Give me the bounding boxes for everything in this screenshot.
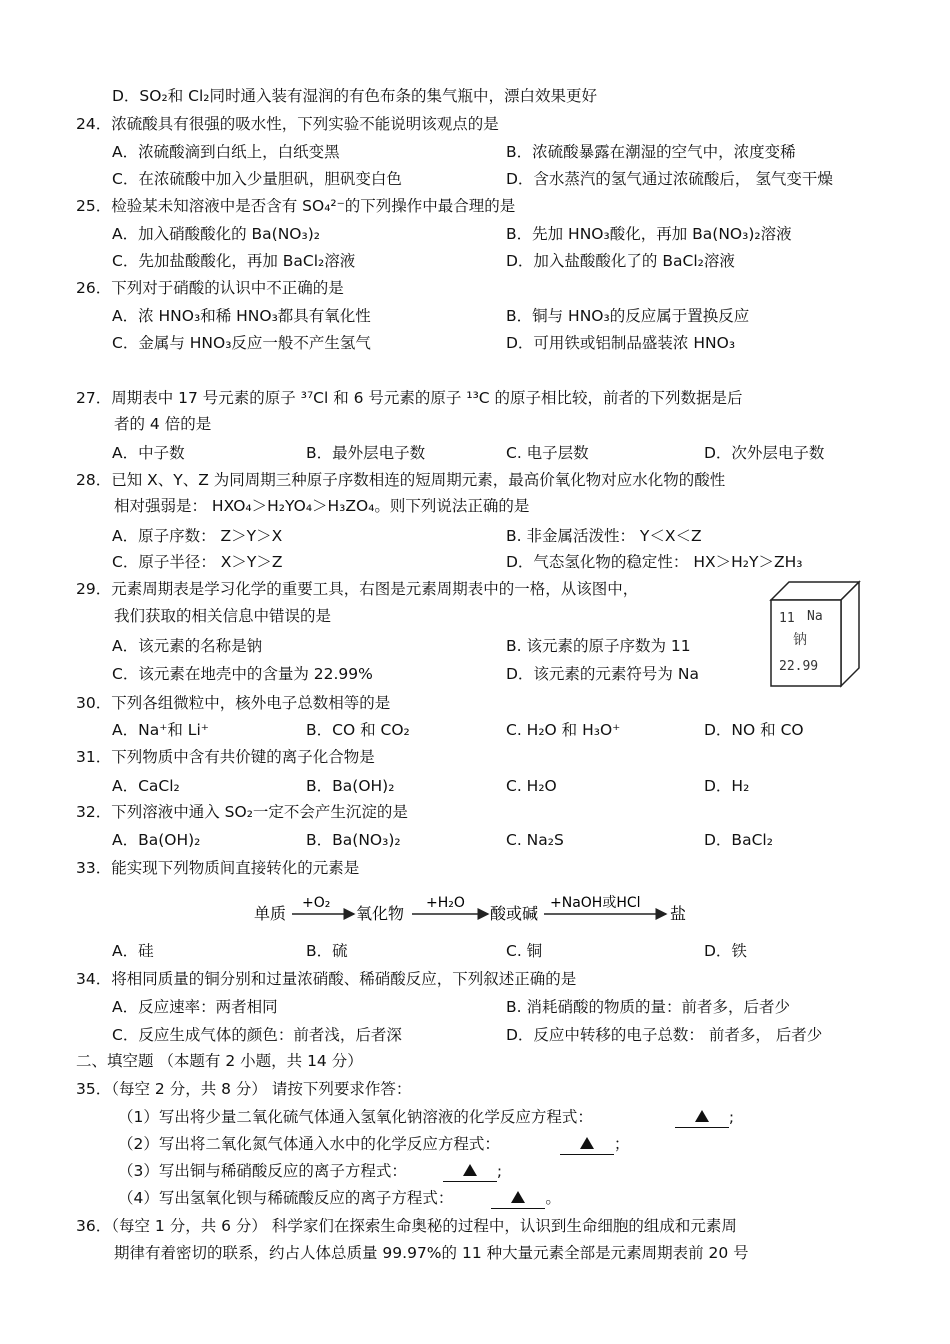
- q25-option-b: B．先加 HNO₃酸化，再加 Ba(NO₃)₂溶液: [506, 225, 792, 243]
- q28-stem: 28．已知 X、Y、Z 为同周期三种原子序数相连的短周期元素，最高价氧化物对应水化物的酸性: [76, 471, 726, 489]
- q35-part1-blank[interactable]: [675, 1107, 729, 1128]
- q35-part2: [118, 1134, 629, 1155]
- section-fill-in-heading: 二、填空题 （本题有 2 小题，共 14 分）: [76, 1052, 363, 1070]
- q35-part2-semicolon: ；: [613, 1135, 630, 1153]
- q33-stem: 33．能实现下列物质间直接转化的元素是: [76, 859, 360, 877]
- element-name: 钠: [793, 632, 807, 648]
- q36-stem-cont: 期律有着密切的联系，约占人体总质量 99.97%的 11 种大量元素全部是元素周期表前 20 号: [114, 1244, 749, 1262]
- q31-option-a: A．CaCl₂: [112, 777, 180, 795]
- q36-stem: 36．（每空 1 分，共 6 分） 科学家们在探索生命奥秘的过程中，认识到生命细胞的组成和元素周: [76, 1217, 737, 1235]
- q27-option-a: A．中子数: [112, 444, 185, 462]
- q34-stem: 34．将相同质量的铜分别和过量浓硝酸、稀硝酸反应，下列叙述正确的是: [76, 970, 577, 988]
- q31-stem: 31．下列物质中含有共价键的离子化合物是: [76, 748, 375, 766]
- q27-stem-cont: 者的 4 倍的是: [114, 415, 212, 433]
- q30-option-c: C. H₂O 和 H₃O⁺: [506, 721, 621, 739]
- chain-oxide: 氧化物: [356, 904, 405, 923]
- q34-option-b: B. 消耗硝酸的物质的量：前者多，后者少: [506, 998, 790, 1016]
- q27-stem: 27．周期表中 17 号元素的原子 ³⁷Cl 和 6 号元素的原子 ¹³C 的原子相比较，前者的下列数据是后: [76, 389, 743, 407]
- q29-stem: 29．元素周期表是学习化学的重要工具，右图是元素周期表中的一格，从该图中，: [76, 580, 639, 598]
- q25-option-c: C．先加盐酸酸化，再加 BaCl₂溶液: [112, 252, 356, 270]
- q35-part3: [118, 1161, 502, 1182]
- triangle-marker-icon: [511, 1191, 525, 1203]
- q34-option-a: A．反应速率：两者相同: [112, 998, 278, 1016]
- q31-option-c: C. H₂O: [506, 777, 557, 795]
- q27-option-b: B．最外层电子数: [306, 444, 426, 462]
- q26-option-d: D．可用铁或铝制品盛装浓 HNO₃: [506, 334, 736, 352]
- q33-option-d: D．铁: [704, 942, 747, 960]
- q29-option-b: B. 该元素的原子序数为 11: [506, 637, 691, 655]
- q26-option-c: C．金属与 HNO₃反应一般不产生氢气: [112, 334, 371, 352]
- q35-part2-text: （2）写出将二氧化氮气体通入水中的化学反应方程式：: [118, 1135, 500, 1153]
- q35-part4-blank[interactable]: [491, 1188, 545, 1209]
- q30-option-a: A．Na⁺和 Li⁺: [112, 721, 209, 739]
- q24-stem: 24．浓硫酸具有很强的吸水性，下列实验不能说明该观点的是: [76, 115, 499, 133]
- q28-option-d: D．气态氢化物的稳定性： HX＞H₂Y＞ZH₃: [506, 553, 803, 571]
- q26-stem: 26．下列对于硝酸的认识中不正确的是: [76, 279, 344, 297]
- q25-option-d: D．加入盐酸酸化了的 BaCl₂溶液: [506, 252, 735, 270]
- q33-option-b: B．硫: [306, 942, 348, 960]
- chain-arrow-naoh-hcl: +NaOH或HCl: [550, 895, 641, 911]
- q24-option-d: D．含水蒸汽的氢气通过浓硫酸后， 氢气变干燥: [506, 170, 833, 188]
- q29-option-a: A．该元素的名称是钠: [112, 637, 263, 655]
- q30-stem: 30．下列各组微粒中，核外电子总数相等的是: [76, 694, 391, 712]
- q30-option-d: D．NO 和 CO: [704, 721, 804, 739]
- q27-option-d: D．次外层电子数: [704, 444, 825, 462]
- chain-salt: 盐: [670, 904, 687, 923]
- triangle-marker-icon: [580, 1137, 594, 1149]
- q23-option-d: D．SO₂和 Cl₂同时通入装有湿润的有色布条的集气瓶中，漂白效果更好: [112, 87, 597, 105]
- q35-part3-semicolon: ;: [496, 1162, 503, 1180]
- q25-option-a: A．加入硝酸酸化的 Ba(NO₃)₂: [112, 225, 320, 243]
- element-mass: 22.99: [779, 659, 819, 674]
- q35-stem: 35．（每空 2 分，共 8 分） 请按下列要求作答：: [76, 1080, 412, 1098]
- q35-part2-blank[interactable]: [560, 1134, 614, 1155]
- q28-option-b: B. 非金属活泼性： Y＜X＜Z: [506, 527, 702, 545]
- q24-option-a: A．浓硫酸滴到白纸上，白纸变黑: [112, 143, 340, 161]
- q28-option-c: C．原子半径： X＞Y＞Z: [112, 553, 283, 571]
- chain-acid-or-base: 酸或碱: [490, 904, 539, 923]
- chain-simple-substance: 单质: [254, 904, 287, 923]
- q35-part4: [118, 1188, 561, 1209]
- q35-part3-text: （3）写出铜与稀硝酸反应的离子方程式：: [118, 1162, 407, 1180]
- q28-stem-cont: 相对强弱是： HXO₄＞H₂YO₄＞H₃ZO₄。则下列说法正确的是: [114, 497, 530, 515]
- q26-option-b: B．铜与 HNO₃的反应属于置换反应: [506, 307, 750, 325]
- q32-option-d: D．BaCl₂: [704, 831, 773, 849]
- q27-option-c: C. 电子层数: [506, 444, 589, 462]
- q28-option-a: A．原子序数： Z＞Y＞X: [112, 527, 283, 545]
- q34-option-d: D．反应中转移的电子总数： 前者多， 后者少: [506, 1026, 823, 1044]
- q30-option-b: B．CO 和 CO₂: [306, 721, 410, 739]
- q33-option-a: A．硅: [112, 942, 154, 960]
- q35-part3-blank[interactable]: [443, 1161, 497, 1182]
- q32-stem: 32．下列溶液中通入 SO₂一定不会产生沉淀的是: [76, 803, 408, 821]
- q32-option-a: A．Ba(OH)₂: [112, 831, 201, 849]
- chain-arrow-h2o: +H₂O: [426, 895, 465, 911]
- q35-part4-period: 。: [545, 1189, 561, 1207]
- q32-option-b: B．Ba(NO₃)₂: [306, 831, 401, 849]
- q35-part1-text: （1）写出将少量二氧化硫气体通入氢氧化钠溶液的化学反应方程式：: [118, 1108, 593, 1126]
- q32-option-c: C. Na₂S: [506, 831, 564, 849]
- q31-option-b: B．Ba(OH)₂: [306, 777, 395, 795]
- q24-option-b: B．浓硫酸暴露在潮湿的空气中，浓度变稀: [506, 143, 796, 161]
- chain-arrow-o2: +O₂: [302, 895, 331, 911]
- conversion-chain-diagram: [252, 890, 702, 934]
- q29-option-c: C．该元素在地壳中的含量为 22.99%: [112, 665, 373, 683]
- q35-part1: [118, 1107, 734, 1128]
- q31-option-d: D．H₂: [704, 777, 750, 795]
- element-number: 11: [779, 611, 795, 626]
- q29-stem-cont: 我们获取的相关信息中错误的是: [114, 607, 332, 625]
- q35-part4-text: （4）写出氢氧化钡与稀硫酸反应的离子方程式：: [118, 1189, 454, 1207]
- triangle-marker-icon: [695, 1110, 709, 1122]
- element-cell-figure: [769, 580, 861, 690]
- q25-stem: 25．检验某未知溶液中是否含有 SO₄²⁻的下列操作中最合理的是: [76, 197, 516, 215]
- q26-option-a: A．浓 HNO₃和稀 HNO₃都具有氧化性: [112, 307, 371, 325]
- triangle-marker-icon: [463, 1164, 477, 1176]
- q33-option-c: C. 铜: [506, 942, 543, 960]
- q35-part1-semicolon: ;: [728, 1108, 735, 1126]
- q29-option-d: D．该元素的元素符号为 Na: [506, 665, 699, 683]
- q24-option-c: C．在浓硫酸中加入少量胆矾，胆矾变白色: [112, 170, 402, 188]
- element-symbol: Na: [807, 609, 823, 624]
- q34-option-c: C．反应生成气体的颜色：前者浅，后者深: [112, 1026, 402, 1044]
